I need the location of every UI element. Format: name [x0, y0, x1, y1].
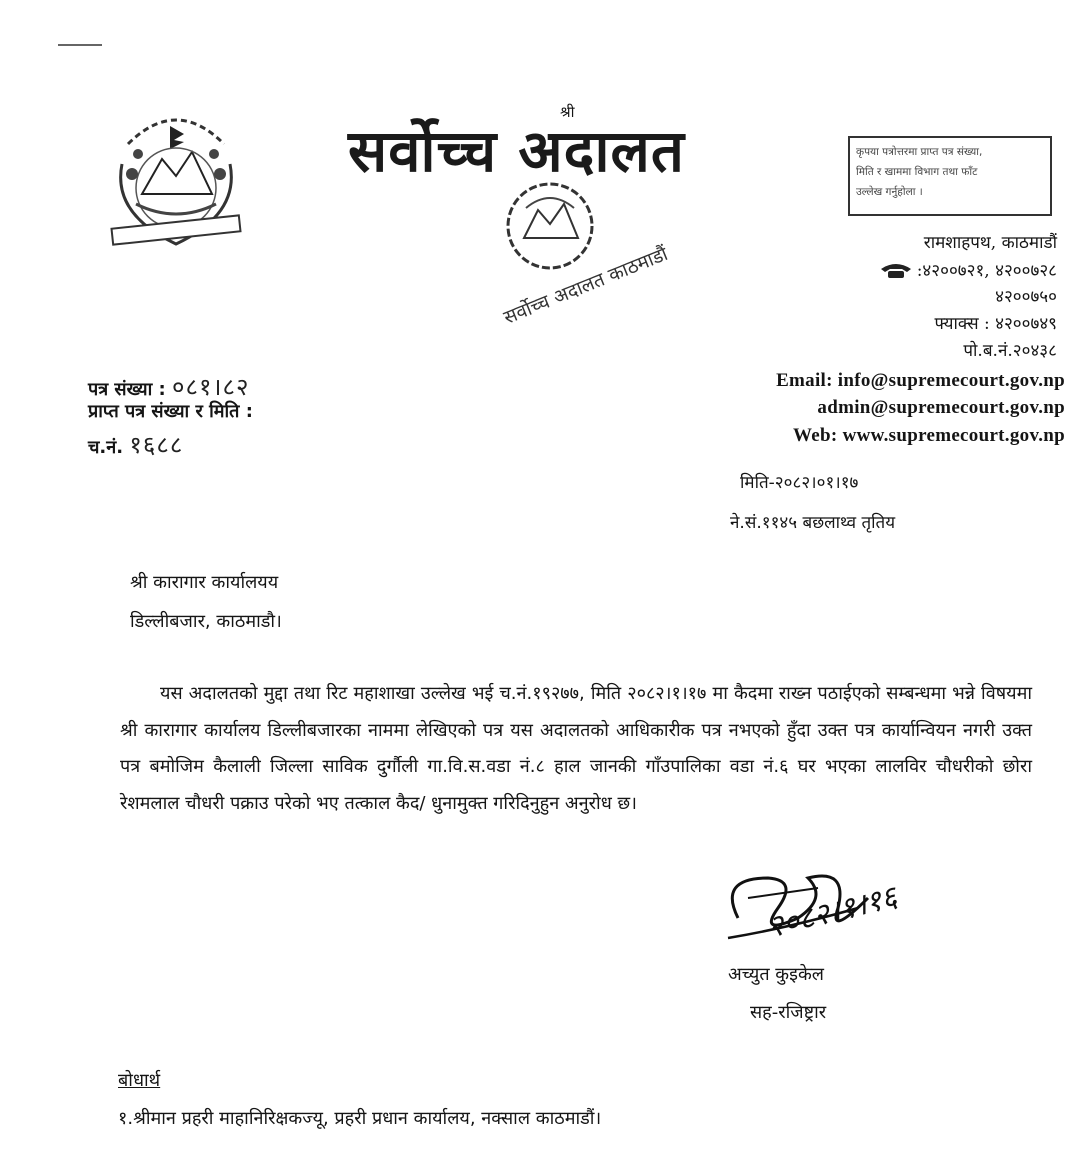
po-box: पो.ब.नं.२०४३८ — [963, 341, 1057, 361]
phone-row — [879, 258, 1057, 281]
honorific: श्री — [560, 103, 575, 121]
signer-name: अच्युत कुइकेल — [728, 964, 824, 985]
scan-mark — [58, 44, 102, 46]
cc-heading: बोधार्थ — [118, 1070, 161, 1091]
dispatch-number-row — [88, 428, 183, 461]
telephone-icon — [879, 261, 913, 279]
dispatch-number-label: च.नं. — [88, 437, 124, 458]
handwritten-date: २०८२।१।१६ — [764, 879, 901, 946]
court-address: रामशाहपथ, काठमाडौं — [923, 233, 1057, 253]
national-emblem-icon — [92, 104, 260, 252]
cc-item: १.श्रीमान प्रहरी माहानिरिक्षकज्यू, प्रहरी प्रधान कार्यालय, नक्साल काठमाडौं। — [118, 1108, 602, 1129]
letter-number-value: ०८१।८२ — [171, 373, 250, 401]
website: Web: www.supremecourt.gov.np — [793, 425, 1065, 446]
notice-line: उल्लेख गर्नुहोला । — [856, 186, 923, 198]
letter-body: यस अदालतको मुद्दा तथा रिट महाशाखा उल्लेख भई च.नं.१९२७७, मिति २०८२।१।१७ मा कैदमा राख्न पठाईएको सम्बन्धमा भन्ने विषयमा श्री कारागार कार्यालय डिल्लीबजारका नाममा लेखिएको पत्र यस अदालतको आधिकारीक पत्र नभएको हुँदा उक्त पत्र कार्यान्वियन नगरी उक्त पत्र बमोजिम कैलाली जिल्ला साविक दुर्गौली गा.वि.स.वडा नं.८ हाल जानकी गाँउपालिका वडा नं.६ घर भएका लालविर चौधरीको छोरा रेशमलाल चौधरी पक्राउ परेको भए तत्काल कैद/ धुनामुक्त गरिदिनुहुन अनुरोध छ। — [120, 683, 1032, 814]
letter-number-label: पत्र संख्या : — [88, 379, 166, 400]
letter-date: मिति-२०८२।०१।१७ — [740, 473, 859, 493]
phone-extra: ४२००७५० — [995, 287, 1057, 307]
received-letter-label: प्राप्त पत्र संख्या र मिति : — [88, 401, 253, 422]
notice-line: कृपया पत्रोत्तरमा प्राप्त पत्र संख्या, — [856, 146, 983, 158]
email-admin: admin@supremecourt.gov.np — [817, 397, 1065, 418]
nepal-sambat-date: ने.सं.११४५ बछलाथ्व तृतिय — [730, 513, 896, 533]
dispatch-number-value: १६८८ — [129, 431, 184, 459]
addressee-office: श्री कारागार कार्यालयय — [130, 572, 279, 593]
court-name: सर्वोच्च अदालत — [348, 117, 685, 185]
seal-text: सर्वोच्च अदालत काठमाडौं — [500, 242, 671, 329]
signer-title: सह-रजिष्ट्रार — [750, 1002, 827, 1023]
notice-box — [848, 136, 1052, 216]
fax: फ्याक्स : ४२००७४९ — [934, 314, 1057, 334]
email-info: Email: info@supremecourt.gov.np — [776, 370, 1065, 391]
notice-line: मिति र खाममा विभाग तथा फाँट — [856, 166, 978, 178]
addressee-location: डिल्लीबजार, काठमाडौ। — [130, 611, 282, 632]
phone-numbers: :४२००७२१, ४२००७२८ — [916, 261, 1057, 281]
